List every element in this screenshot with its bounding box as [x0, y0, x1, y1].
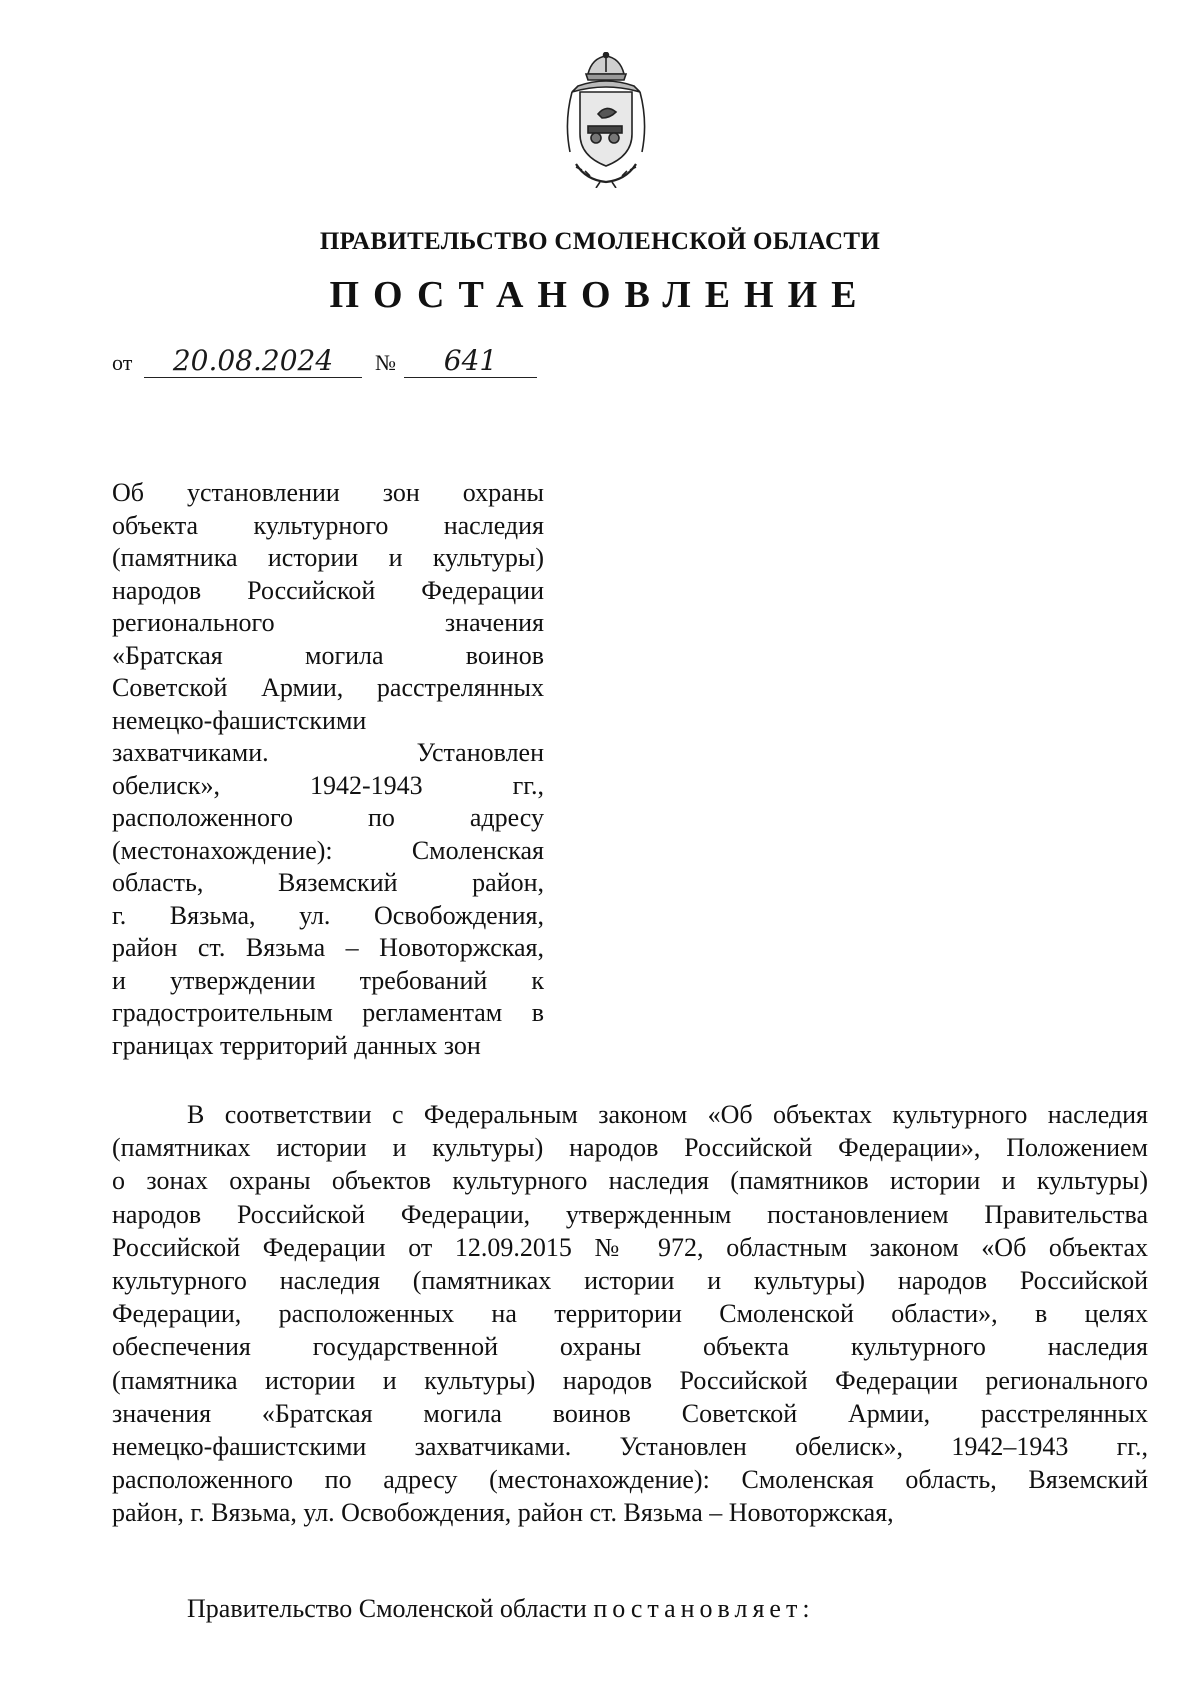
smolensk-coat-of-arms-icon: [556, 52, 656, 188]
subject-line: «Братская могила воинов: [112, 640, 544, 670]
subject-line: обелиск», 1942-1943 гг.,: [112, 770, 544, 800]
preamble-line: Федерации, расположенных на территории Смоленской области», в целях: [112, 1299, 1148, 1329]
document-type-title: ПОСТАНОВЛЕНИЕ: [329, 274, 871, 316]
subject-line: расположенного по адресу: [112, 803, 544, 832]
preamble-line: народов Российской Федерации, утвержденным постановлением Правительства: [112, 1199, 1148, 1229]
preamble-line: район, г. Вязьма, ул. Освобождения, район ст. Вязьма – Новоторжская,: [112, 1498, 894, 1528]
resolution-verb: постановляет:: [593, 1594, 815, 1623]
handwritten-date: 20.08.2024: [144, 345, 362, 378]
preamble-line: (памятника истории и культуры) народов Российской Федерации регионального: [112, 1365, 1148, 1395]
preamble-line: обеспечения государственной охраны объекта культурного наследия: [112, 1332, 1148, 1362]
subject-line: регионального значения: [112, 608, 544, 637]
subject-line: область, Вяземский район,: [112, 868, 544, 897]
number-prefix: №: [375, 350, 396, 375]
preamble-paragraph: [112, 1098, 1148, 1530]
subject-line: (местонахождение): Смоленская: [112, 835, 544, 865]
subject-line: (памятника истории и культуры): [112, 543, 544, 572]
document-subject: [112, 477, 544, 1062]
subject-line: народов Российской Федерации: [112, 575, 544, 605]
resolution-line: [187, 1594, 815, 1624]
date-prefix: от: [112, 350, 133, 375]
preamble-line: немецко-фашистскими захватчиками. Установлен обелиск», 1942–1943 гг.,: [112, 1432, 1148, 1462]
subject-line: район ст. Вязьма – Новоторжская,: [112, 933, 544, 962]
preamble-line: В соответствии с Федеральным законом «Об объектах культурного наследия: [187, 1100, 1148, 1129]
subject-line: захватчиками. Установлен: [112, 738, 544, 767]
subject-line: и утверждении требований к: [112, 965, 544, 995]
preamble-line: расположенного по адресу (местонахождение): Смоленская область, Вяземский: [112, 1465, 1148, 1495]
registration-line: [112, 346, 542, 382]
subject-line: градостроительным регламентам в: [112, 998, 544, 1027]
coat-of-arms-emblem: [556, 52, 656, 188]
preamble-line: о зонах охраны объектов культурного наследия (памятников истории и культуры): [112, 1166, 1148, 1196]
preamble-line: культурного наследия (памятниках истории и культуры) народов Российской: [112, 1266, 1148, 1296]
preamble-line: Российской Федерации от 12.09.2015 № 972, областным законом «Об объектах: [112, 1232, 1148, 1262]
government-title: ПРАВИТЕЛЬСТВО СМОЛЕНСКОЙ ОБЛАСТИ: [319, 228, 881, 255]
handwritten-number: 641: [404, 345, 537, 378]
preamble-line: значения «Братская могила воинов Советской Армии, расстрелянных: [112, 1398, 1148, 1428]
subject-line: немецко-фашистскими: [112, 705, 367, 735]
subject-line: объекта культурного наследия: [112, 510, 544, 540]
subject-line: г. Вязьма, ул. Освобождения,: [112, 900, 544, 930]
subject-line: Советской Армии, расстрелянных: [112, 673, 544, 702]
subject-line: границах территорий данных зон: [112, 1030, 481, 1060]
subject-line: Об установлении зон охраны: [112, 478, 544, 507]
preamble-line: (памятниках истории и культуры) народов Российской Федерации», Положением: [112, 1133, 1148, 1163]
resolution-subject: Правительство Смоленской области: [187, 1594, 587, 1623]
